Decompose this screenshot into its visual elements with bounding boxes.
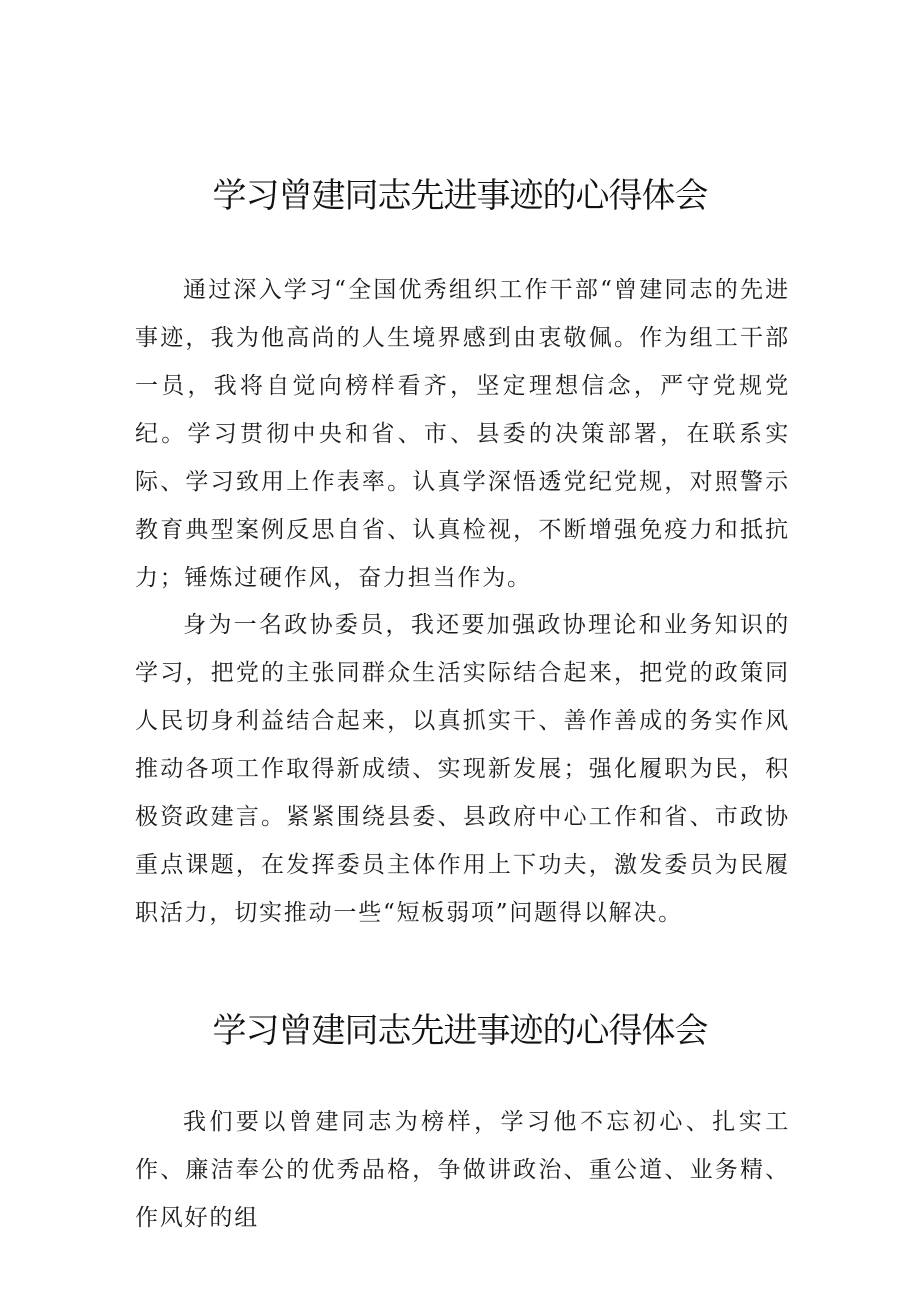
section-1-paragraph-2: 身为一名政协委员，我还要加强政协理论和业务知识的学习，把党的主张同群众生活实际结合起来，把党的政策同人民切身利益结合起来，以真抓实干、善作善成的务实作风推动各项工作取得新成绩、实现新发展；强化履职为民，积极资政建言。紧紧围绕县委、县政府中心工作和省、市政协重点课题，在发挥委员主体作用上下功夫，激发委员为民履职活力，切实推动一些“短板弱项”问题得以解决。 xyxy=(135,612,790,926)
section-1-title: 学习曾建同志先进事迹的心得体会 xyxy=(212,176,708,216)
section-2-paragraph-1: 我们要以曾建同志为榜样，学习他不忘初心、扎实工作、廉洁奉公的优秀品格，争做讲政治、重公道、业务精、作风好的组 xyxy=(135,1109,790,1231)
section-2-title: 学习曾建同志先进事迹的心得体会 xyxy=(212,1011,708,1051)
section-1-paragraph-1: 通过深入学习“全国优秀组织工作干部“曾建同志的先进事迹，我为他高尚的人生境界感到由衷敬佩。作为组工干部一员，我将自觉向榜样看齐，坚定理想信念，严守党规党纪。学习贯彻中央和省、市、县委的决策部署，在联系实际、学习致用上作表率。认真学深悟透党纪党规，对照警示教育典型案例反思自省、认真检视，不断增强免疫力和抵抗力；锤炼过硬作风，奋力担当作为。 xyxy=(135,277,790,591)
